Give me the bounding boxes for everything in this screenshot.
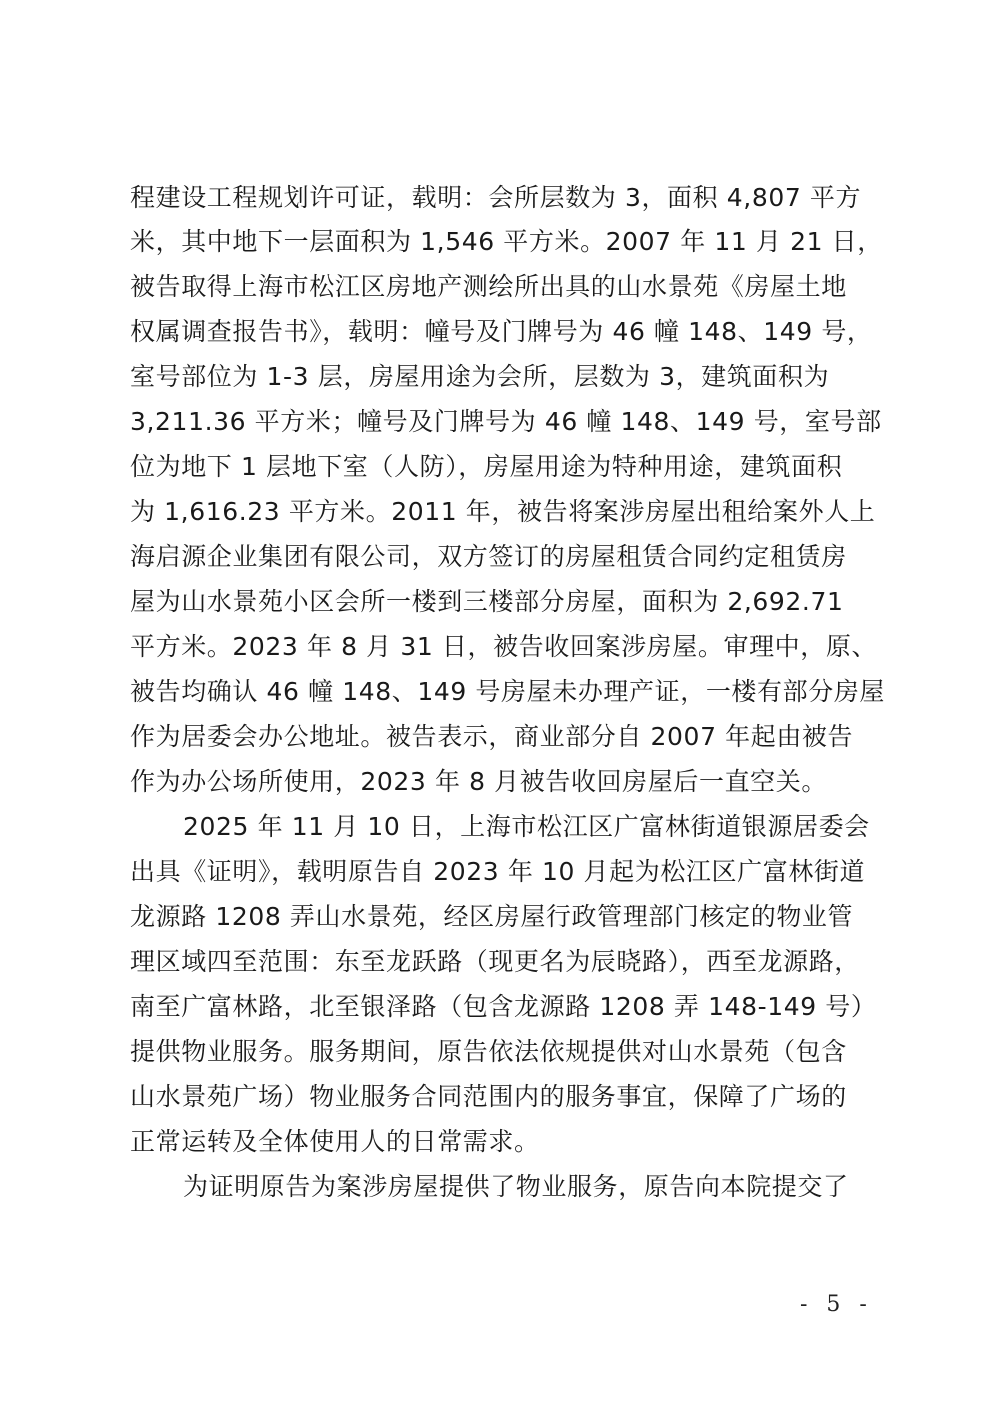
text-line: 正常运转及全体使用人的日常需求。 <box>130 1127 540 1156</box>
text-line: 被告取得上海市松江区房地产测绘所出具的山水景苑《房屋土地 <box>130 272 847 301</box>
text-line: 出具《证明》，载明原告自 2023 年 10 月起为松江区广富林街道 <box>130 857 866 886</box>
text-line: 权属调查报告书》，载明：幢号及门牌号为 46 幢 148、149 号， <box>130 317 873 346</box>
text-line: 屋为山水景苑小区会所一楼到三楼部分房屋，面积为 2,692.71 <box>130 587 844 616</box>
text-line: 3,211.36 平方米；幢号及门牌号为 46 幢 148、149 号，室号部 <box>130 407 882 436</box>
text-line: 提供物业服务。服务期间，原告依法依规提供对山水景苑（包含 <box>130 1037 847 1066</box>
text-line: 程建设工程规划许可证，载明：会所层数为 3，面积 4,807 平方 <box>130 183 862 212</box>
paragraph-first-line: 为证明原告为案涉房屋提供了物业服务，原告向本院提交了 <box>183 1172 849 1201</box>
text-line: 龙源路 1208 弄山水景苑，经区房屋行政管理部门核定的物业管 <box>130 902 854 931</box>
text-line: 米，其中地下一层面积为 1,546 平方米。2007 年 11 月 21 日， <box>130 227 883 256</box>
text-line: 位为地下 1 层地下室（人防），房屋用途为特种用途，建筑面积 <box>130 452 843 481</box>
text-line: 海启源企业集团有限公司，双方签订的房屋租赁合同约定租赁房 <box>130 542 847 571</box>
text-line: 被告均确认 46 幢 148、149 号房屋未办理产证，一楼有部分房屋 <box>130 677 886 706</box>
text-line: 南至广富林路，北至银泽路（包含龙源路 1208 弄 148-149 号） <box>130 992 877 1021</box>
text-line: 平方米。2023 年 8 月 31 日，被告收回案涉房屋。审理中，原、 <box>130 632 878 661</box>
text-line: 作为居委会办公地址。被告表示，商业部分自 2007 年起由被告 <box>130 722 854 751</box>
text-line: 室号部位为 1-3 层，房屋用途为会所，层数为 3，建筑面积为 <box>130 362 830 391</box>
text-line: 作为办公场所使用，2023 年 8 月被告收回房屋后一直空关。 <box>130 767 827 796</box>
text-line: 山水景苑广场）物业服务合同范围内的服务事宜，保障了广场的 <box>130 1082 847 1111</box>
page-number: - 5 - <box>800 1292 873 1317</box>
text-line: 为 1,616.23 平方米。2011 年，被告将案涉房屋出租给案外人上 <box>130 497 876 526</box>
text-line: 理区域四至范围：东至龙跃路（现更名为辰晓路），西至龙源路， <box>130 947 860 976</box>
paragraph-first-line: 2025 年 11 月 10 日，上海市松江区广富林街道银源居委会 <box>183 812 870 841</box>
